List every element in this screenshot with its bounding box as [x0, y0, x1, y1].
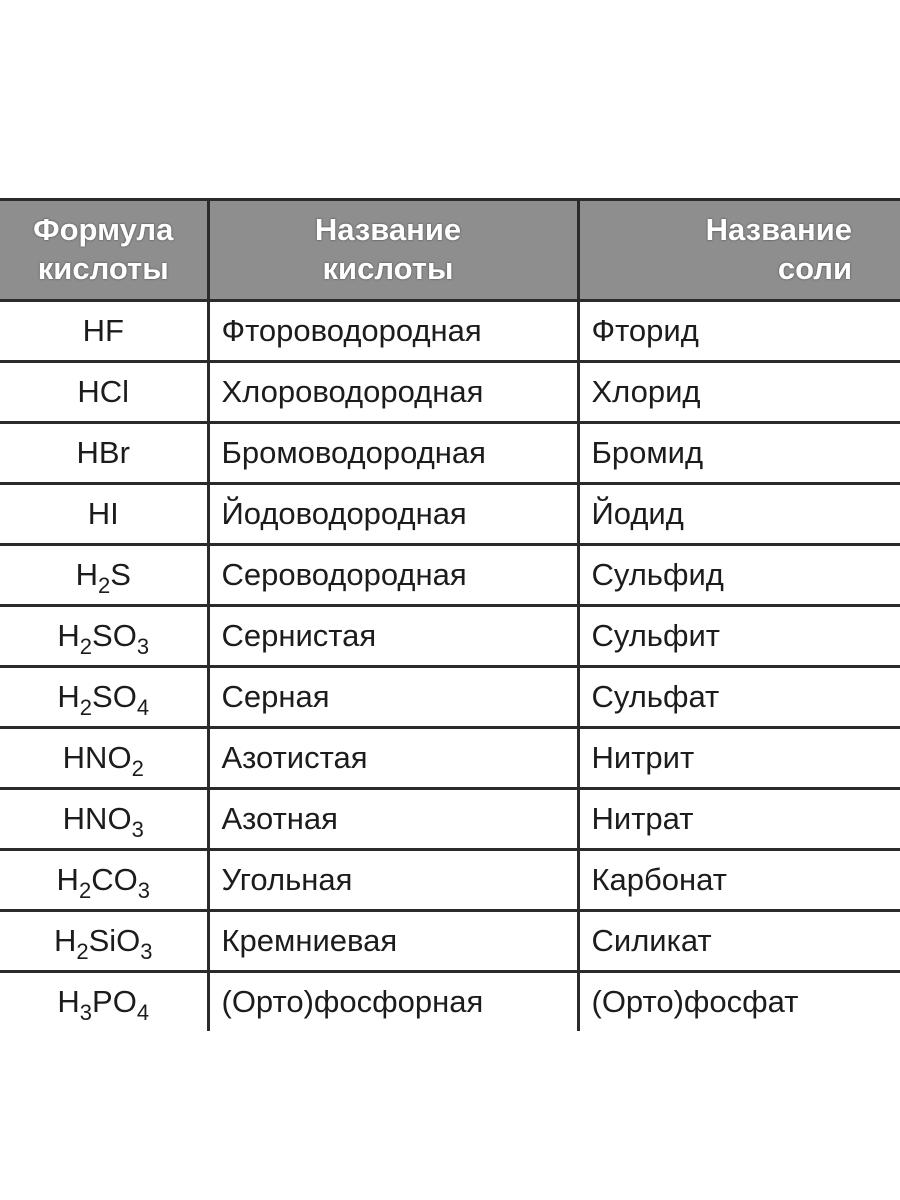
acid-name-cell: Азотная — [208, 789, 578, 850]
acid-name-cell: Серная — [208, 667, 578, 728]
formula-cell — [0, 667, 208, 728]
table-row — [0, 789, 900, 850]
formula-subscript: 2 — [78, 878, 92, 903]
formula-text: SiO — [88, 923, 141, 958]
table-row — [0, 728, 900, 789]
acids-salts-table — [0, 198, 900, 1031]
salt-name-cell: Сульфат — [578, 667, 900, 728]
formula-cell — [0, 972, 208, 1032]
acids-salts-table-wrapper — [0, 198, 900, 1025]
acid-name-cell: Угольная — [208, 850, 578, 911]
acid-name-cell: (Орто)фосфорная — [208, 972, 578, 1032]
formula-text: SO — [92, 618, 137, 653]
formula-text: H — [57, 984, 80, 1019]
acid-name-cell: Бромоводородная — [208, 423, 578, 484]
formula-cell — [0, 362, 208, 423]
table-row — [0, 911, 900, 972]
formula-text: HI — [87, 496, 119, 531]
header-acid-line1: Название — [314, 212, 462, 248]
acid-name-cell: Хлороводородная — [208, 362, 578, 423]
formula-subscript: 2 — [131, 756, 144, 781]
formula-text: PO — [92, 984, 137, 1019]
formula-cell — [0, 606, 208, 667]
formula-cell — [0, 301, 208, 362]
formula-text: SO — [92, 679, 137, 714]
header-acid-name — [208, 200, 578, 301]
formula-text: HBr — [76, 435, 130, 470]
table-body — [0, 301, 900, 1032]
formula-cell — [0, 911, 208, 972]
table-row — [0, 423, 900, 484]
formula-cell — [0, 728, 208, 789]
header-salt-line1: Название — [705, 212, 852, 248]
formula-cell — [0, 484, 208, 545]
formula-subscript: 3 — [79, 1000, 93, 1025]
formula-text: CO — [91, 862, 138, 897]
header-salt-name — [578, 200, 900, 301]
formula-text: HNO — [62, 801, 132, 836]
formula-text: H — [75, 557, 98, 592]
salt-name-cell: Нитрит — [578, 728, 900, 789]
acid-name-cell: Азотистая — [208, 728, 578, 789]
salt-name-cell: Сульфид — [578, 545, 900, 606]
formula-subscript: 3 — [136, 634, 150, 659]
formula-subscript: 2 — [79, 634, 93, 659]
salt-name-cell: Хлорид — [578, 362, 900, 423]
table-row — [0, 606, 900, 667]
table-row — [0, 301, 900, 362]
formula-text: HF — [82, 313, 124, 348]
salt-name-cell: (Орто)фосфат — [578, 972, 900, 1032]
formula-subscript: 2 — [97, 573, 111, 598]
formula-subscript: 3 — [131, 817, 144, 842]
table-row — [0, 484, 900, 545]
formula-cell — [0, 423, 208, 484]
formula-text: H — [57, 679, 80, 714]
acid-name-cell: Сернистая — [208, 606, 578, 667]
acid-name-cell: Фтороводородная — [208, 301, 578, 362]
salt-name-cell: Нитрат — [578, 789, 900, 850]
salt-name-cell: Карбонат — [578, 850, 900, 911]
formula-cell — [0, 545, 208, 606]
formula-text: H — [53, 923, 77, 958]
table-row — [0, 972, 900, 1032]
formula-subscript: 4 — [136, 1000, 150, 1025]
acid-name-cell: Йодоводородная — [208, 484, 578, 545]
formula-cell — [0, 850, 208, 911]
formula-subscript: 3 — [140, 939, 153, 964]
table-row — [0, 850, 900, 911]
salt-name-cell: Силикат — [578, 911, 900, 972]
header-row — [0, 200, 900, 301]
header-formula-line1: Формула — [33, 212, 174, 248]
salt-name-cell: Сульфит — [578, 606, 900, 667]
header-formula-line2: кислоты — [37, 251, 169, 286]
acid-name-cell: Кремниевая — [208, 911, 578, 972]
table-row — [0, 667, 900, 728]
header-acid-line2: кислоты — [322, 251, 454, 286]
formula-cell — [0, 789, 208, 850]
salt-name-cell: Йодид — [578, 484, 900, 545]
acid-name-cell: Сероводородная — [208, 545, 578, 606]
formula-text: S — [110, 557, 131, 592]
table-row — [0, 545, 900, 606]
header-salt-line2: соли — [777, 251, 852, 286]
formula-subscript: 2 — [76, 939, 89, 964]
formula-subscript: 4 — [136, 695, 150, 720]
formula-subscript: 2 — [79, 695, 93, 720]
table-header — [0, 200, 900, 301]
table-row — [0, 362, 900, 423]
salt-name-cell: Фторид — [578, 301, 900, 362]
formula-subscript: 3 — [137, 878, 150, 903]
header-formula — [0, 200, 208, 301]
formula-text: H — [56, 862, 79, 897]
formula-text: H — [57, 618, 80, 653]
salt-name-cell: Бромид — [578, 423, 900, 484]
formula-text: HCl — [77, 374, 130, 409]
formula-text: HNO — [62, 740, 132, 775]
